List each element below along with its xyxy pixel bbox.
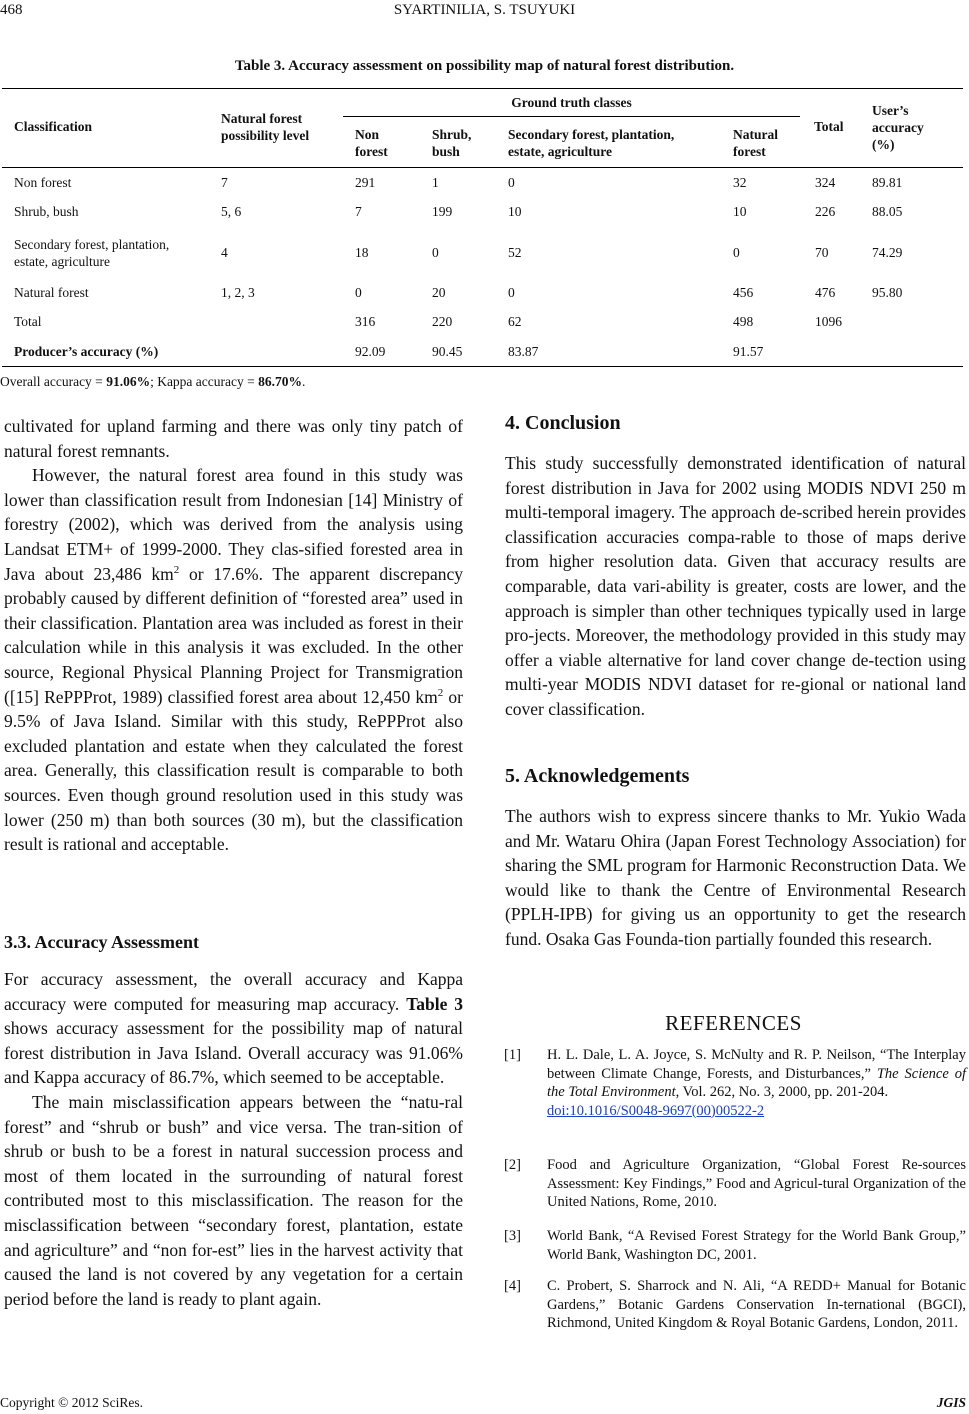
table-cell: 4 xyxy=(221,245,228,260)
table-footnote: Overall accuracy = 91.06%; Kappa accuracy = 86.70%. xyxy=(0,374,306,389)
doi-link[interactable]: doi:10.1016/S0048-9697(00)00522-2 xyxy=(547,1102,765,1119)
reference-item: [4] C. Probert, S. Sharrock and N. Ali, “A REDD+ Manual for Botanic Gardens,” Botanic Gardens Conservation In-ternational (BGCI), Richmond, United Kingdom & Royal Botanic Gardens, London, 2011. xyxy=(504,1278,966,1332)
table-cell: Shrub, bush xyxy=(14,204,79,219)
page-number: 468 xyxy=(0,2,23,18)
table-cell: 316 xyxy=(355,314,376,329)
table-cell: 220 xyxy=(432,314,453,329)
table-cell: 1, 2, 3 xyxy=(221,285,255,300)
reference-item: [3] World Bank, “A Revised Forest Strategy for the World Bank Group,” World Bank, Washington DC, 2001. xyxy=(504,1228,966,1263)
paragraph: This study successfully demonstrated identification of natural forest distribution in Java for 2002 using MODIS NDVI 250 m multi-temporal imagery. The approach de-scribed herein provides classification accuracies compa-rable to those of maps derive from higher resolution data. Given that accuracy results are comparable, data vari-ability is greater, costs are lower, and the approach is simpler than other techniques typically used in large pro-jects. Moreover, the methodology provided in this study may offer a viable alternative for land cover change de-tection using multi-year MODIS NDVI dataset for re-gional or national land cover classification. xyxy=(505,453,966,719)
table-cell: Natural forest xyxy=(14,285,89,300)
table-cell: 83.87 xyxy=(508,344,539,359)
header-users-accuracy: User’s accuracy (%) xyxy=(872,103,924,152)
table-cell: 0 xyxy=(508,285,515,300)
left-column-top xyxy=(4,414,463,857)
table-cell: 89.81 xyxy=(872,175,903,190)
header-shrub: Shrub, bush xyxy=(432,127,472,159)
section-heading-5: 5. Acknowledgements xyxy=(505,765,690,787)
paragraph: However, the natural forest area found in this study was lower than classification result from Indonesian [14] Ministry of forestry (2002), which was derived from the analysis using Landsat ETM+ of 1999-2000. They clas-sified forested area in Java about 23,486 $km^2$ or 17.6%. The apparent discrepancy probably caused by different definition of “forested area” used in their classification. Plantation area was included as forest in their calculation while in this analysis it was excluded. In the other source, Regional Physical Planning Project for Transmigration ([15] RePPProt, 1989) classified forest area about 12,450 $km^2$ or 9.5% of Java Island. Similar with this study, RePPProt also excluded plantation and estate when they calculated the forest area. Generally, this classification result is comparable to both sources. Even though ground resolution used in this study was lower (250 m) than both sources (30 m), but the classification result is rational and acceptable. xyxy=(4,465,463,855)
header-total: Total xyxy=(814,119,844,134)
table-cell: 52 xyxy=(508,245,522,260)
header-secondary: Secondary forest, plantation, estate, agriculture xyxy=(508,127,675,159)
table-cell: 88.05 xyxy=(872,204,903,219)
table-cell: 0 xyxy=(432,245,439,260)
table-cell: 20 xyxy=(432,285,446,300)
table-cell: Secondary forest, plantation, estate, agriculture xyxy=(14,237,170,269)
table-cell: 456 xyxy=(733,285,754,300)
header-ground-truth: Ground truth classes xyxy=(511,95,632,110)
table-cell: 10 xyxy=(508,204,522,219)
table-cell: 18 xyxy=(355,245,369,260)
table-caption: Table 3. Accuracy assessment on possibility map of natural forest distribution. xyxy=(234,58,735,74)
table-cell: 62 xyxy=(508,314,522,329)
ground-truth-rule xyxy=(343,116,800,117)
table-cell: 70 xyxy=(815,245,829,260)
table-cell: 0 xyxy=(508,175,515,190)
section-heading-3-3: 3.3. Accuracy Assessment xyxy=(4,932,199,952)
table-header-rule xyxy=(2,167,963,168)
conclusion-text xyxy=(505,451,966,722)
table-cell: 0 xyxy=(355,285,362,300)
section-heading-4: 4. Conclusion xyxy=(505,412,621,434)
table-cell: 1 xyxy=(432,175,439,190)
left-column-bottom xyxy=(4,967,463,1311)
table-top-rule xyxy=(2,88,963,89)
table-cell: 226 xyxy=(815,204,836,219)
table-cell: 291 xyxy=(355,175,376,190)
references-title: REFERENCES xyxy=(665,1011,802,1035)
paragraph: For accuracy assessment, the overall accuracy and Kappa accuracy were computed for measuring map accuracy. Table 3 shows accuracy assessment for the possibility map of natural forest distribution in Java Island. Overall accuracy was 91.06% and Kappa accuracy of 86.7%, which seemed to be acceptable. xyxy=(4,969,463,1088)
table-cell: 7 xyxy=(355,204,362,219)
table-bottom-rule xyxy=(2,366,963,367)
reference-item: [2] Food and Agriculture Organization, “Global Forest Re-sources Assessment: Key Findings,” Food and Agricul-tural Organization of the United Nations, Rome, 2010. xyxy=(504,1157,966,1211)
table-cell: 0 xyxy=(733,245,740,260)
table-cell: 32 xyxy=(733,175,747,190)
header-classification: Classification xyxy=(14,119,93,134)
header-non-forest: Non forest xyxy=(355,127,388,159)
table-cell: 91.57 xyxy=(733,344,764,359)
table-cell: Non forest xyxy=(14,175,72,190)
paragraph: cultivated for upland farming and there was only tiny patch of natural forest remnants. xyxy=(4,416,463,461)
producers-accuracy-label: Producer’s accuracy (%) xyxy=(14,344,159,359)
table-cell: 74.29 xyxy=(872,245,903,260)
table-cell: Total xyxy=(14,314,42,329)
acknowledgements-text xyxy=(505,804,966,952)
reference-item: [1] H. L. Dale, L. A. Joyce, S. McNulty and R. P. Neilson, “The Interplay between Climate Change, Forests, and Disturbances,” The Science of the Total Environment, Vol. 262, No. 3, 2000, pp. 201-204. doi:10.1016/S0048-9697(00)00522-2 xyxy=(504,1047,966,1119)
paragraph: The authors wish to express sincere thanks to Mr. Yukio Wada and Mr. Wataru Ohira (Japan Forest Technology Association) for sharing the SML program for Harmonic Reconstruction Data. We would like to thank the Centre of Environmental Research (PPLH-IPB) for giving us an opportunity to get the research fund. Osaka Gas Founda-tion partially founded this research. xyxy=(505,806,966,949)
table-cell: 10 xyxy=(733,204,747,219)
footer-copyright: Copyright © 2012 SciRes. xyxy=(0,1395,144,1410)
running-header xyxy=(0,2,969,22)
table-cell: 476 xyxy=(815,285,836,300)
table-cell: 324 xyxy=(815,175,836,190)
running-header-authors: SYARTINILIA, S. TSUYUKI xyxy=(393,2,576,18)
table-cell: 5, 6 xyxy=(221,204,242,219)
table-cell: 199 xyxy=(432,204,453,219)
header-natural: Natural forest xyxy=(733,127,778,159)
table-cell: 90.45 xyxy=(432,344,463,359)
header-level: Natural forest possibility level xyxy=(221,111,310,143)
footer-journal: JGIS xyxy=(936,1395,966,1410)
table-cell: 498 xyxy=(733,314,754,329)
table-cell: 92.09 xyxy=(355,344,386,359)
table-cell: 95.80 xyxy=(872,285,903,300)
table-cell: 7 xyxy=(221,175,228,190)
table-cell: 1096 xyxy=(815,314,842,329)
paragraph: The main misclassification appears between the “natu-ral forest” and “shrub or bush” and vice versa. The tran-sition of shrub or bush to be a forest in natural succession process and most of them located in the surrounding of natural forest contributed most to this misclassification. The reason for the misclassification between “secondary forest, plantation, estate and agriculture” and “non for-est” lies in the harvest activity that caused the land is not covered by any vegetation for a certain period before the land is ready to plant again. xyxy=(4,1091,463,1309)
